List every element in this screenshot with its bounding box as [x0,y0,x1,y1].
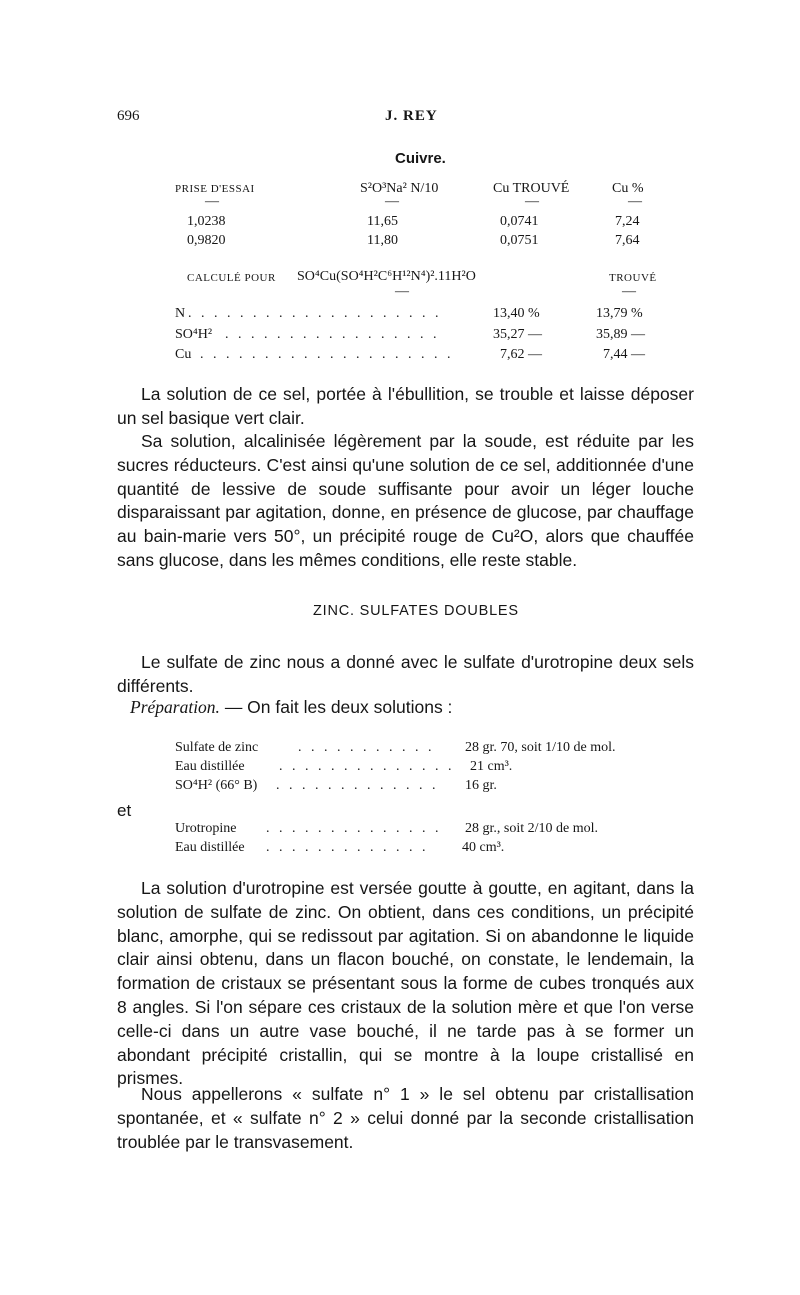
calc-formula: SO⁴Cu(SO⁴H²C⁶H¹²N⁴)².11H²O [297,269,476,284]
table-cell: 7,24 [615,214,640,229]
reagent-amount: 28 gr. 70, soit 1/10 de mol. [465,740,616,755]
analysis-calc: 13,40 % [493,306,540,321]
analysis-found: 35,89 — [596,327,645,342]
paragraph: La solution de ce sel, portée à l'ébullition, se trouble et laisse déposer un sel basique vert clair. [117,384,694,428]
reagent-amount: 28 gr., soit 2/10 de mol. [465,821,598,836]
table-cell: 0,0751 [500,233,539,248]
reagent-amount: 21 cm³. [470,759,513,774]
leader-dots: . . . . . . . . . . . . . . . . . . . . [188,306,442,321]
section-heading: ZINC. SULFATES DOUBLES [313,603,519,619]
calc-label: CALCULÉ POUR [187,272,276,284]
col-header-cu-percent: Cu % [612,181,644,196]
table-cell: 7,64 [615,233,640,248]
reagent-amount: 40 cm³. [462,840,505,855]
reagent-name: Eau distillée [175,759,245,774]
page-number: 696 [117,108,140,124]
paragraph: Nous appellerons « sulfate n° 1 » le sel obtenu par cristallisation spontanée, et « sulfate n° 2 » celui donné par la seconde cristallisation troublée par le transvasement. [117,1084,694,1152]
analysis-found: 7,44 — [603,347,645,362]
col-header-cu-trouve: Cu TROUVÉ [493,181,570,196]
leader-dots: . . . . . . . . . . . [298,740,435,755]
col-header-thiosulfate: S²O³Na² N/10 [360,181,439,196]
reagent-name: Urotropine [175,821,237,836]
leader-dots: . . . . . . . . . . . . . . [279,759,455,774]
table-cell: 11,65 [367,214,398,229]
analysis-label: Cu [175,347,192,362]
leader-dots: . . . . . . . . . . . . . . [266,821,442,836]
paragraph: Le sulfate de zinc nous a donné avec le sulfate d'urotropine deux sels différents. [117,652,694,696]
leader-dots: . . . . . . . . . . . . . [266,840,429,855]
analysis-found: 13,79 % [596,306,643,321]
analysis-label: N [175,306,186,321]
table-cell: 0,9820 [187,233,226,248]
leader-dots: . . . . . . . . . . . . . . . . . . . . [200,347,454,362]
dash: — [205,194,219,209]
analysis-calc: 7,62 — [500,347,542,362]
dash: — [628,194,642,209]
reagent-name: SO⁴H² (66° B) [175,778,258,793]
table-title: Cuivre. [395,150,446,167]
reagent-name: Eau distillée [175,840,245,855]
preparation-line [130,697,452,718]
dash: — [525,194,539,209]
dash: — [395,284,409,299]
analysis-calc: 35,27 — [493,327,542,342]
analysis-label: SO⁴H² [175,327,213,342]
table-cell: 1,0238 [187,214,226,229]
dash: — [385,194,399,209]
reagent-name: Sulfate de zinc [175,740,259,755]
paragraph: Sa solution, alcalinisée légèrement par la soude, est réduite par les sucres réducteurs. C'est ainsi qu'une solution de ce sel, additionnée d'une quantité de lessive de soude suffisante pour avoir un léger louche disparaissant par agitation, donne, en présence de glucose, par chauffage au bain-marie vers 50°, un précipité rouge de Cu²O, alors que chauffée sans glucose, dans les mêmes conditions, elle reste stable. [117,431,694,570]
reagent-amount: 16 gr. [465,778,497,793]
found-label: TROUVÉ [609,272,657,284]
leader-dots: . . . . . . . . . . . . . [276,778,439,793]
preparation-label: Préparation. [130,697,220,717]
running-head: J. REY [385,108,438,124]
preparation-text: — On fait les deux solutions : [224,697,453,717]
paragraph: La solution d'urotropine est versée goutte à goutte, en agitant, dans la solution de sulfate de zinc. On obtient, dans ces conditions, un précipité blanc, amorphe, qui se redissout par agitation. Si on abandonne le liquide clair ainsi obtenu, dans un flacon bouché, on constate, le lendemain, la formation de cristaux se présentant sous la forme de cubes tronqués aux 8 angles. Si l'on sépare ces cristaux de la solution mère et que l'on verse celle-ci dans un autre vase bouché, il ne tarde pas à se former un abondant précipité cristallin, qui se montre à la loupe cristallisé en prismes. [117,878,694,1089]
dash: — [622,284,636,299]
leader-dots: . . . . . . . . . . . . . . . . . [225,327,440,342]
col-header-prise: PRISE D'ESSAI [175,183,255,195]
table-cell: 0,0741 [500,214,539,229]
table-cell: 11,80 [367,233,398,248]
conjunction-et: et [117,801,132,820]
